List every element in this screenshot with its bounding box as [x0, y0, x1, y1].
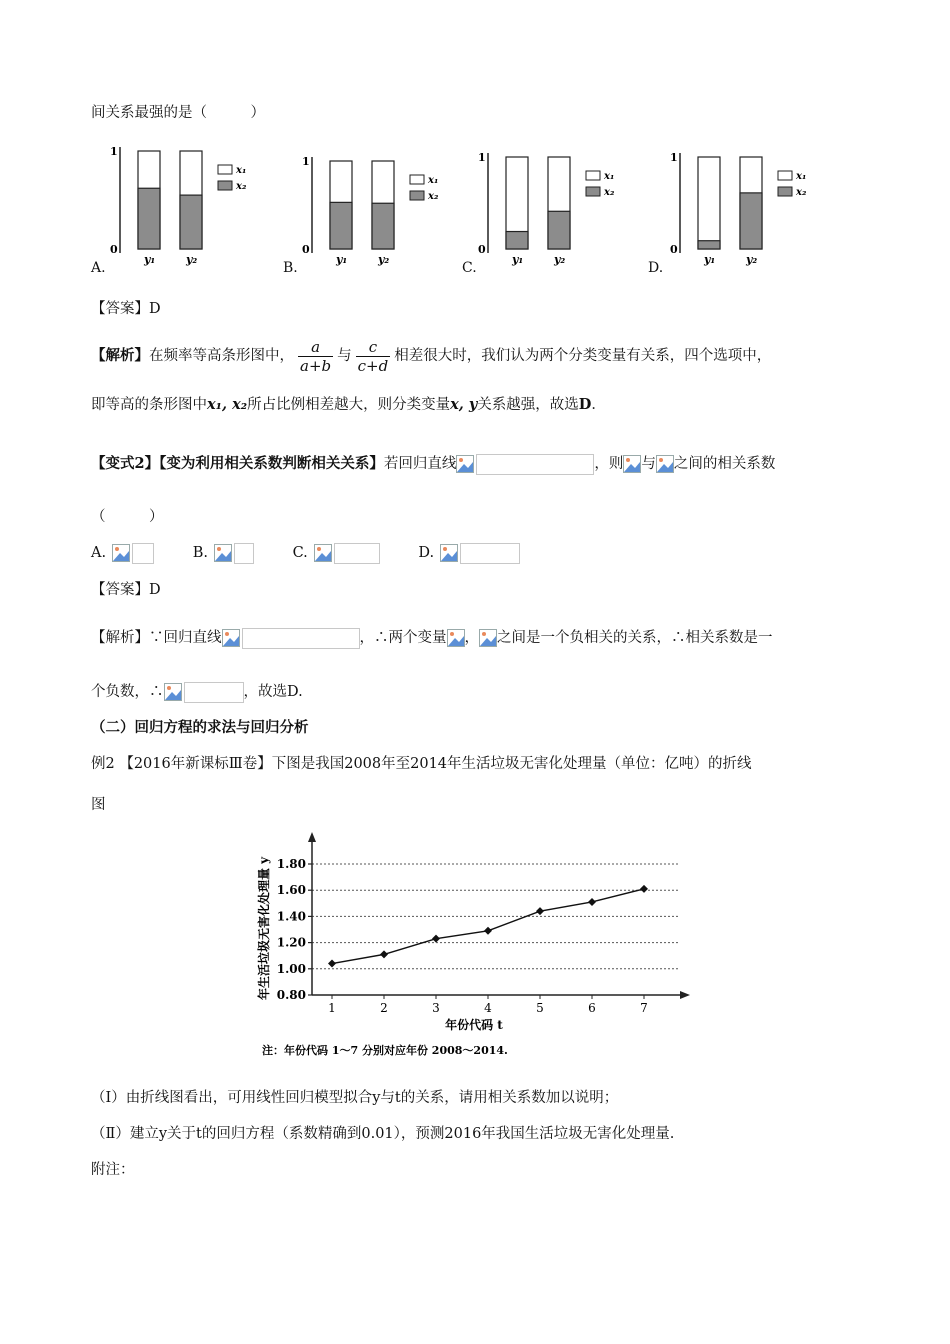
analysis-1-line2a: 即等高的条形图中 — [91, 397, 207, 413]
fraction-a — [298, 338, 333, 375]
analysis-2-text-e: 个负数，∴ — [91, 684, 164, 700]
bar-y1-outline — [698, 157, 720, 249]
legend-x2-label: x₂ — [604, 187, 615, 198]
variant-2-text4: 之间的相关系数 — [673, 456, 776, 472]
bar-y1-x2-segment — [330, 202, 352, 249]
var-y-image-placeholder — [656, 454, 674, 474]
bar-y2-x2-segment — [180, 195, 202, 249]
legend-x1-label: x₁ — [236, 165, 247, 176]
option-c-label: C. — [462, 260, 477, 276]
analysis-2-text-d: 之间是一个负相关的关系，∴相关系数是一 — [497, 630, 773, 646]
options-2-row — [91, 543, 520, 563]
bar-chart-d — [670, 151, 807, 266]
answer-2: 【答案】D — [91, 582, 161, 598]
data-point — [328, 960, 336, 968]
analysis-1-line2c: 关系越强，故选 — [477, 397, 579, 413]
x-axis-arrow — [680, 991, 690, 999]
bar-chart-tick-one: 1 — [110, 145, 118, 158]
analysis-1-pick: D — [578, 396, 592, 413]
bar-label-y1: y₁ — [144, 253, 156, 266]
analysis-2-result-image — [164, 682, 244, 702]
broken-image-icon — [447, 629, 465, 647]
analysis-1-end: ． — [591, 397, 606, 413]
variant-2-heading: 【变式2】【变为利用相关系数判断相关关系】 — [91, 455, 384, 472]
option-b-label: B. — [283, 260, 298, 276]
option-2-b: B. — [192, 545, 208, 561]
y-tick-label: 1.40 — [276, 909, 306, 924]
legend-x1-swatch — [218, 165, 232, 174]
option-2-d: D. — [418, 545, 435, 561]
x-tick-label: 2 — [380, 1001, 388, 1015]
fraction-a-num: a — [298, 338, 333, 357]
analysis-1-xy: x, y — [450, 396, 478, 413]
analysis-2-x-image — [447, 628, 465, 648]
bar-chart-a — [110, 145, 247, 266]
option-2-a: A. — [91, 545, 107, 561]
y-axis-label: 年生活垃圾无害化处理量 y — [257, 856, 271, 1000]
analysis-2-text-f: ，故选D. — [243, 684, 303, 700]
x-tick-label: 4 — [484, 1001, 492, 1015]
appendix-label: 附注： — [91, 1162, 135, 1178]
bar-y2-x2-segment — [548, 211, 570, 249]
analysis-2-text-b: ，∴两个变量 — [359, 630, 447, 646]
broken-image-icon — [623, 455, 641, 473]
bar-charts-svg — [90, 145, 860, 275]
legend-x1-swatch — [778, 171, 792, 180]
bar-chart-c — [478, 151, 615, 266]
var-x-image-placeholder — [623, 454, 641, 474]
y-axis-arrow — [308, 832, 316, 842]
bar-y1-x2-segment — [698, 241, 720, 249]
bar-chart-b — [302, 155, 439, 266]
option-2-a-image — [112, 543, 154, 563]
analysis-2-line1 — [91, 628, 773, 648]
analysis-1-line1 — [91, 336, 771, 376]
x-tick-label: 1 — [328, 1001, 336, 1015]
data-point — [536, 907, 544, 915]
variant-2-text3: 与 — [641, 456, 656, 472]
broken-image-icon — [656, 455, 674, 473]
analysis-1-text2: 相差很大时，我们认为两个分类变量有关系，四个选项中， — [394, 348, 772, 364]
series-line — [332, 889, 644, 964]
chart-note: 注：年份代码 1～7 分别对应年份 2008～2014. — [262, 1044, 508, 1057]
option-d-label: D. — [648, 260, 664, 276]
x-axis-label: 年份代码 t — [445, 1018, 503, 1032]
data-point — [380, 950, 388, 958]
y-tick-label: 1.00 — [276, 961, 306, 976]
analysis-1-lead: 【解析】 — [91, 347, 149, 364]
legend-x1-label: x₁ — [604, 171, 615, 182]
bar-chart-tick-zero: 0 — [110, 243, 118, 256]
section-2-heading: （二）回归方程的求法与回归分析 — [91, 719, 309, 736]
bar-y2-x2-segment — [372, 203, 394, 249]
legend-x2-swatch — [218, 181, 232, 190]
data-point — [640, 885, 648, 893]
data-point — [484, 927, 492, 935]
legend-x2-swatch — [586, 187, 600, 196]
bar-y1-x2-segment — [506, 232, 528, 249]
bar-chart-tick-zero: 0 — [670, 243, 678, 256]
broken-image-icon — [164, 683, 182, 701]
analysis-1-mid: 与 — [337, 348, 352, 364]
broken-image-icon — [314, 544, 332, 562]
broken-image-icon — [222, 629, 240, 647]
legend-x2-label: x₂ — [428, 191, 439, 202]
fraction-c — [356, 338, 391, 375]
legend-x2-swatch — [778, 187, 792, 196]
broken-image-icon — [479, 629, 497, 647]
question-ii: （Ⅱ）建立y关于t的回归方程（系数精确到0.01），预测2016年我国生活垃圾无害化处理量. — [91, 1126, 675, 1142]
fraction-c-num: c — [356, 338, 391, 357]
legend-x2-label: x₂ — [236, 181, 247, 192]
analysis-1-vars: x₁, x₂ — [207, 396, 248, 413]
analysis-1-line2 — [91, 395, 606, 415]
analysis-1-text1: 在频率等高条形图中， — [149, 348, 294, 364]
variant-2-paren: （ ） — [91, 509, 164, 525]
x-tick-label: 7 — [640, 1001, 648, 1015]
broken-image-icon — [112, 544, 130, 562]
example-2-line1: 例2 【2016年新课标Ⅲ卷】下图是我国2008年至2014年生活垃圾无害化处理量（单位：亿吨）的折线 — [91, 756, 752, 772]
fraction-c-den: c+d — [357, 356, 389, 375]
bar-label-y2: y₂ — [378, 253, 390, 266]
broken-image-icon — [214, 544, 232, 562]
line-chart-svg — [252, 828, 702, 1060]
bar-label-y1: y₁ — [704, 253, 716, 266]
bar-charts-row — [90, 145, 860, 275]
bar-chart-tick-zero: 0 — [478, 243, 486, 256]
example-2-line2: 图 — [91, 797, 106, 813]
analysis-2-y-image — [479, 628, 497, 648]
bar-chart-tick-one: 1 — [302, 155, 310, 168]
bar-y1-x2-segment — [138, 188, 160, 249]
variant-2-line — [91, 454, 775, 474]
x-tick-label: 6 — [588, 1001, 596, 1015]
question-tail: 间关系最强的是（ ） — [91, 105, 265, 121]
line-chart — [252, 828, 702, 1060]
equation-image-placeholder — [456, 454, 594, 474]
legend-x1-swatch — [410, 175, 424, 184]
analysis-2-text-c: ， — [464, 630, 479, 646]
option-2-d-image — [440, 543, 520, 563]
broken-image-icon — [456, 455, 474, 473]
x-tick-label: 5 — [536, 1001, 544, 1015]
bar-y2-x2-segment — [740, 193, 762, 249]
bar-label-y2: y₂ — [746, 253, 758, 266]
option-2-c-image — [314, 543, 380, 563]
legend-x2-label: x₂ — [796, 187, 807, 198]
broken-image-icon — [440, 544, 458, 562]
bar-label-y1: y₁ — [512, 253, 524, 266]
analysis-1-line2b: 所占比例相差越大，则分类变量 — [247, 397, 451, 413]
y-tick-label: 1.60 — [276, 883, 306, 898]
bar-chart-tick-zero: 0 — [302, 243, 310, 256]
data-point — [432, 935, 440, 943]
variant-2-text2: ，则 — [594, 456, 624, 472]
y-tick-label: 1.20 — [276, 935, 306, 950]
option-2-c: C. — [292, 545, 308, 561]
bar-chart-tick-one: 1 — [478, 151, 486, 164]
legend-x2-swatch — [410, 191, 424, 200]
question-i: （Ⅰ）由折线图看出，可用线性回归模型拟合y与t的关系，请用相关系数加以说明； — [91, 1090, 619, 1106]
y-tick-label: 0.80 — [276, 988, 306, 1002]
bar-chart-tick-one: 1 — [670, 151, 678, 164]
legend-x1-label: x₁ — [796, 171, 807, 182]
analysis-2-text-a: 【解析】∵回归直线 — [91, 630, 222, 646]
option-2-b-image — [214, 543, 254, 563]
option-a-label: A. — [91, 260, 106, 276]
analysis-2-line2 — [91, 682, 303, 702]
answer-1: 【答案】D — [91, 301, 161, 317]
fraction-a-den: a+b — [300, 356, 332, 375]
legend-x1-swatch — [586, 171, 600, 180]
data-point — [588, 898, 596, 906]
analysis-2-equation-image — [222, 628, 360, 648]
bar-label-y1: y₁ — [336, 253, 348, 266]
legend-x1-label: x₁ — [428, 175, 439, 186]
x-tick-label: 3 — [432, 1001, 440, 1015]
bar-label-y2: y₂ — [554, 253, 566, 266]
bar-label-y2: y₂ — [186, 253, 198, 266]
y-tick-label: 1.80 — [276, 857, 306, 871]
variant-2-text1: 若回归直线 — [383, 456, 457, 472]
